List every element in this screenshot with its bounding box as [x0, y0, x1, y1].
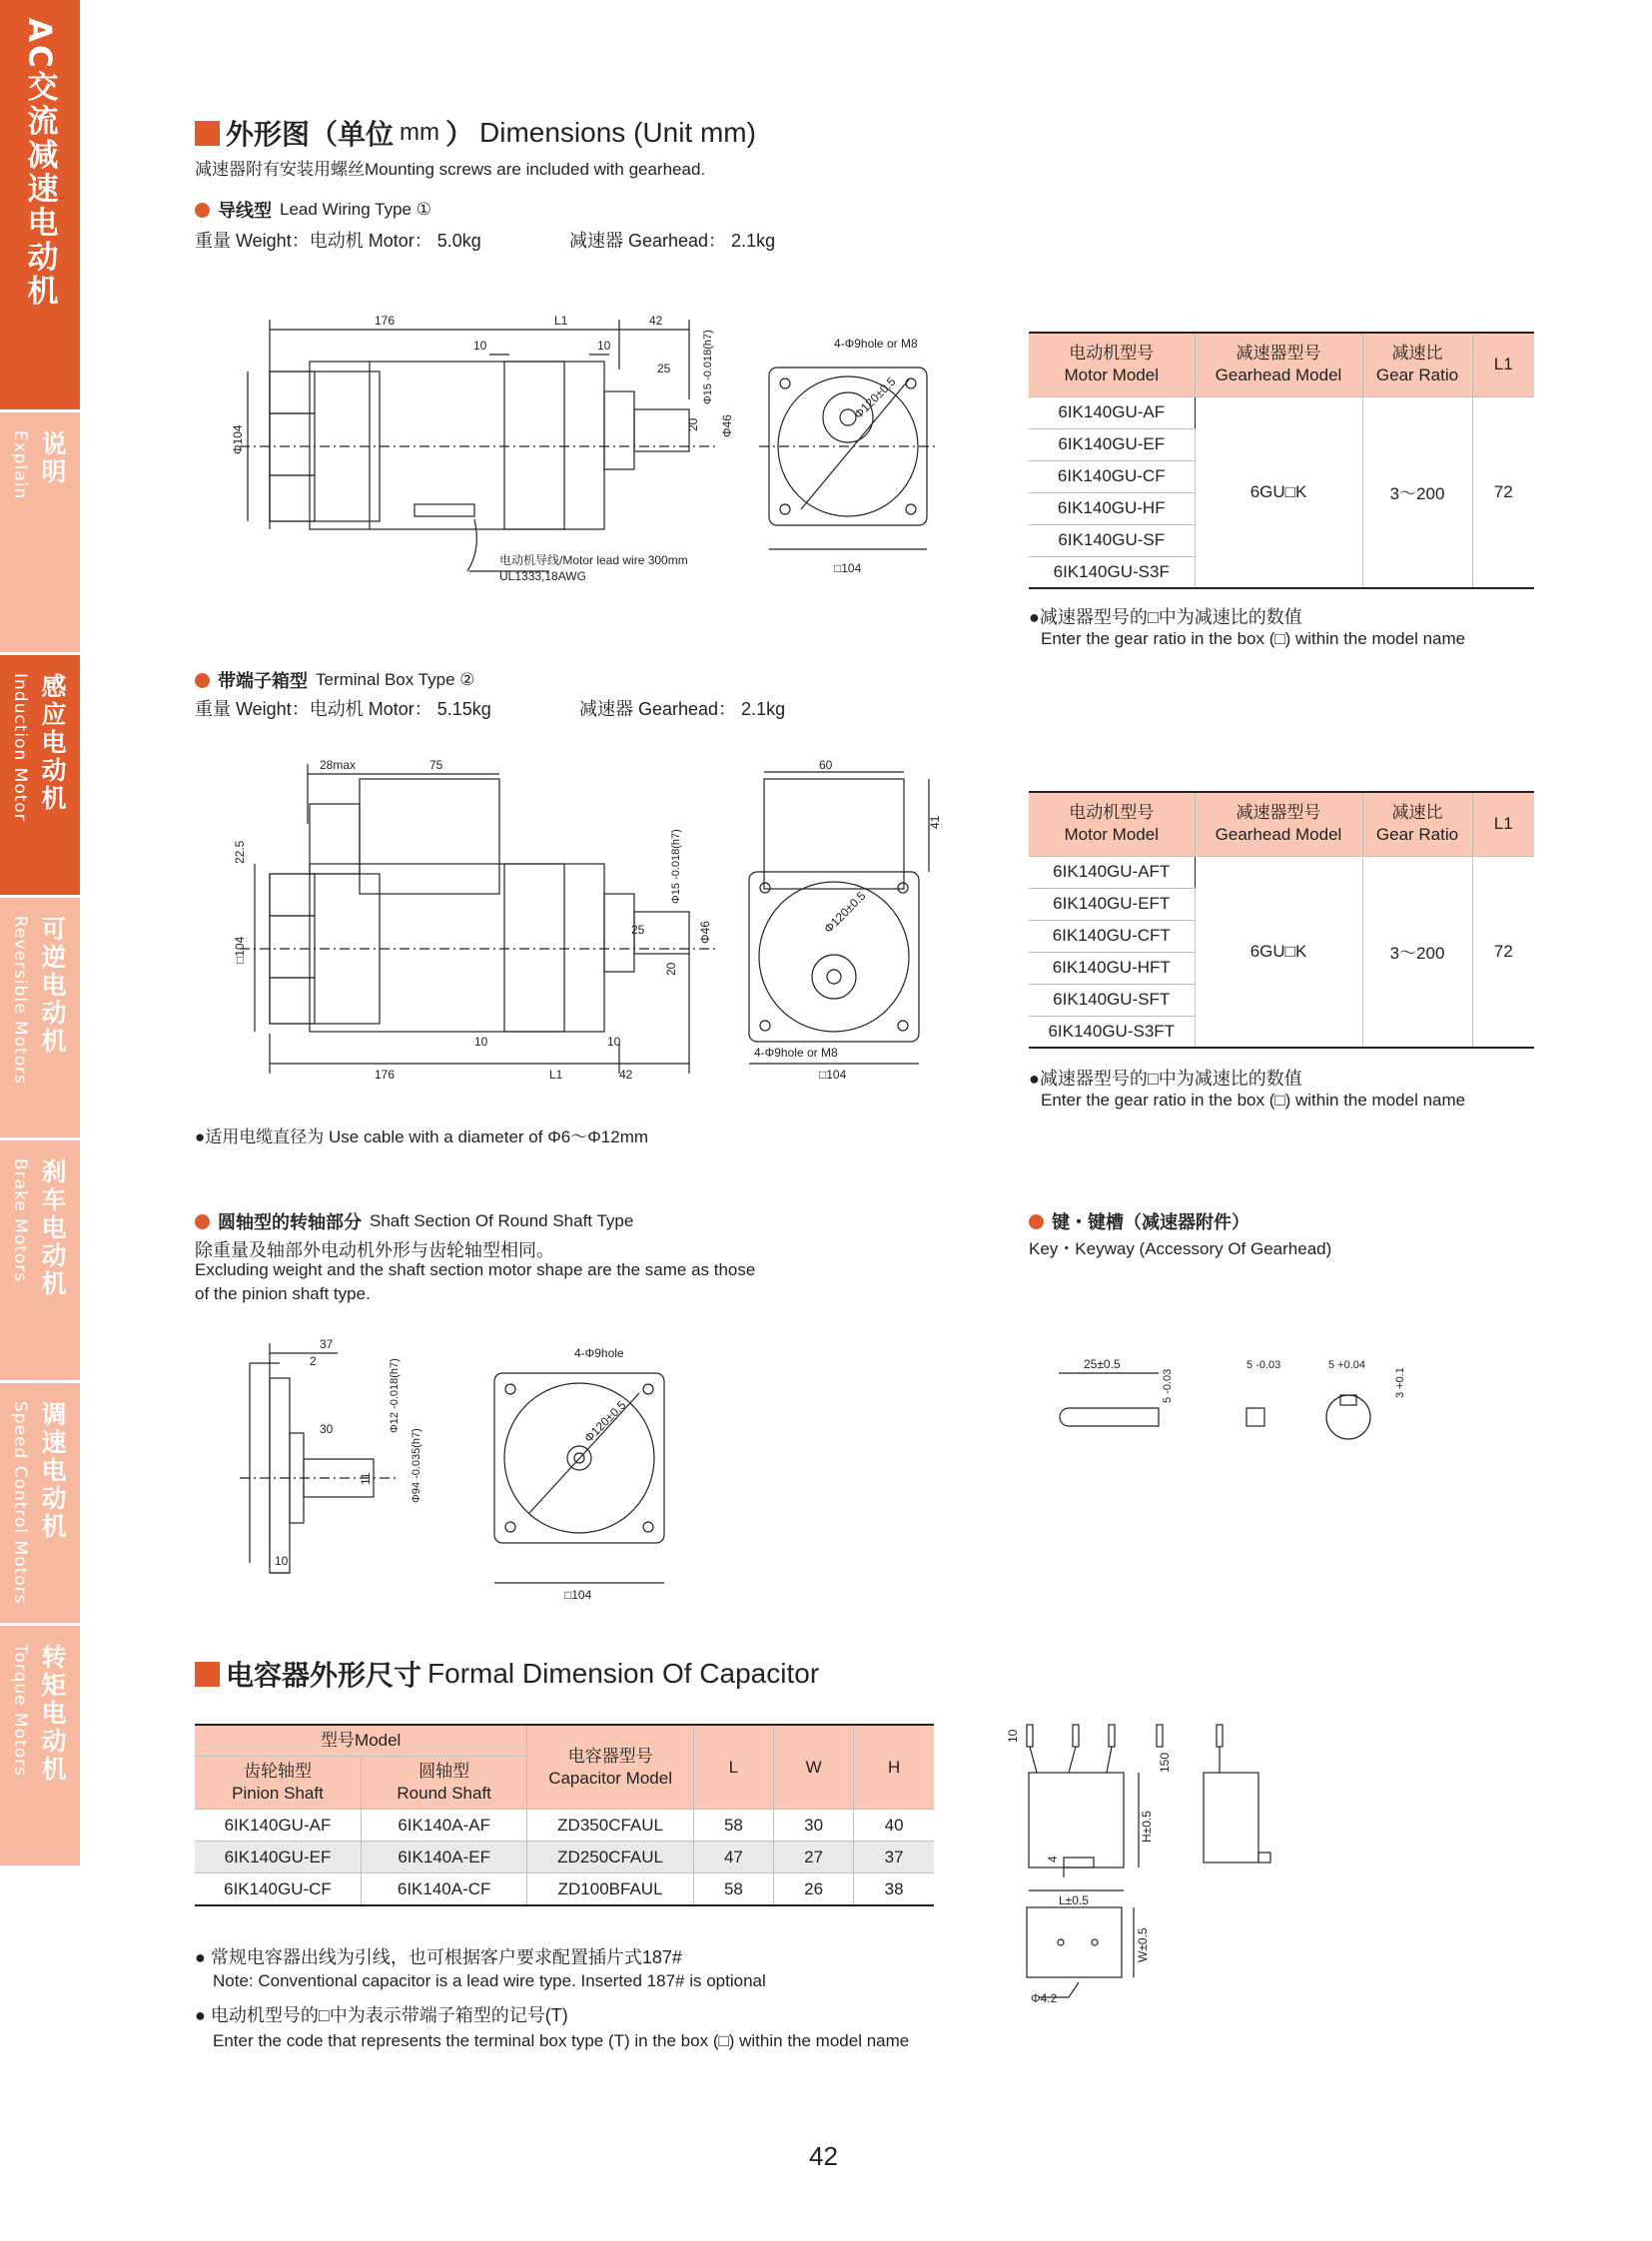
table-cell-gearhead: 6GU□K — [1195, 396, 1362, 588]
svg-text:5 -0.03: 5 -0.03 — [1162, 1368, 1174, 1403]
terminal-box-drawing — [220, 754, 959, 1094]
svg-text:5 -0.03: 5 -0.03 — [1246, 1359, 1281, 1371]
svg-text:60: 60 — [819, 758, 833, 772]
svg-text:20: 20 — [664, 962, 678, 976]
svg-text:28max: 28max — [320, 758, 357, 772]
sidebar-item-label: 调速电动机 — [38, 1401, 67, 1541]
bullet-icon — [195, 203, 210, 218]
svg-text:25: 25 — [631, 923, 645, 937]
svg-text:□104: □104 — [564, 1588, 592, 1602]
bullet-icon — [195, 1214, 210, 1229]
terminal-weight-motor: 重量 Weight：电动机 Motor： 5.15kg — [195, 699, 491, 719]
terminal-table-note: ●减速器型号的□中为减速比的数值 — [1029, 1069, 1302, 1089]
table-cell-ratio: 3～200 — [1362, 396, 1472, 588]
svg-text:L1: L1 — [554, 314, 568, 328]
sidebar-item-sublabel: Torque Motors — [10, 1644, 30, 1777]
svg-text:42: 42 — [649, 314, 663, 328]
lead-weight-motor: 重量 Weight：电动机 Motor： 5.0kg — [195, 231, 481, 251]
svg-text:L±0.5: L±0.5 — [1059, 1893, 1089, 1907]
svg-text:10: 10 — [474, 1035, 488, 1049]
svg-text:10: 10 — [607, 1035, 621, 1049]
svg-text:150: 150 — [1158, 1752, 1172, 1773]
svg-text:Φ94 -0.035(h7): Φ94 -0.035(h7) — [411, 1428, 422, 1503]
svg-text:4-Φ9hole or M8: 4-Φ9hole or M8 — [834, 337, 918, 351]
sidebar-item-label: 感应电动机 — [38, 673, 67, 813]
bullet-icon — [195, 673, 210, 688]
svg-text:4-Φ9hole: 4-Φ9hole — [574, 1346, 624, 1360]
round-shaft-line3: of the pinion shaft type. — [195, 1284, 371, 1303]
sidebar-item-ac-motors[interactable] — [0, 0, 80, 409]
round-shaft-line1: 除重量及轴部外电动机外形与齿轮轴型相同。 — [195, 1240, 554, 1260]
svg-text:75: 75 — [429, 758, 443, 772]
sidebar-item-label: 转矩电动机 — [38, 1644, 67, 1784]
svg-text:Φ120±0.5: Φ120±0.5 — [851, 374, 899, 422]
round-shaft-drawing — [220, 1333, 689, 1613]
svg-text:UL1333,18AWG: UL1333,18AWG — [499, 569, 586, 583]
svg-text:10: 10 — [597, 339, 611, 353]
svg-text:Φ12 -0.018(h7): Φ12 -0.018(h7) — [389, 1358, 401, 1433]
sidebar-item-label: AC交流减速电动机 — [21, 18, 58, 309]
capacitor-note2: ● 电动机型号的□中为表示带端子箱型的记号(T) — [195, 2005, 568, 2025]
round-shaft-line2: Excluding weight and the shaft section motor shape are the same as those — [195, 1260, 756, 1279]
sidebar-nav — [0, 0, 80, 1877]
lead-weight-gear: 减速器 Gearhead： 2.1kg — [569, 231, 776, 251]
svg-text:Φ120±0.5: Φ120±0.5 — [581, 1397, 629, 1446]
svg-text:176: 176 — [375, 314, 396, 328]
sidebar-item-sublabel: Explain — [10, 430, 30, 500]
terminal-box-label: 带端子箱型 Terminal Box Type ② — [195, 667, 475, 693]
svg-text:176: 176 — [375, 1068, 396, 1082]
svg-text:Φ104: Φ104 — [231, 424, 245, 454]
lead-wiring-label: 导线型 Lead Wiring Type ① — [195, 197, 431, 223]
sidebar-item-speed-control[interactable] — [0, 1383, 80, 1623]
svg-text:41: 41 — [928, 815, 942, 829]
capacitor-note2-en: Enter the code that represents the terminal box type (T) in the box (□) within the model name — [213, 2031, 910, 2050]
sidebar-item-sublabel: Induction Motor — [10, 673, 30, 822]
lead-wiring-drawing — [220, 310, 959, 589]
svg-text:10: 10 — [1006, 1729, 1020, 1743]
sidebar-item-explain[interactable] — [0, 412, 80, 652]
svg-text:30: 30 — [320, 1422, 334, 1436]
sidebar-item-torque[interactable] — [0, 1626, 80, 1866]
svg-text:W±0.5: W±0.5 — [1136, 1927, 1150, 1962]
svg-text:2: 2 — [310, 1354, 317, 1368]
svg-text:25: 25 — [657, 362, 671, 375]
table-row: 6IK140GU-CF 6IK140A-CF ZD100BFAUL 58 26 38 — [195, 1873, 934, 1905]
svg-text:10: 10 — [275, 1554, 289, 1568]
sidebar-item-label: 刹车电动机 — [38, 1158, 67, 1298]
cable-note: ●适用电缆直径为 Use cable with a diameter of Φ6～Φ12mm — [195, 1127, 649, 1146]
svg-text:25±0.5: 25±0.5 — [1084, 1357, 1121, 1371]
svg-text:□104: □104 — [819, 1068, 847, 1082]
svg-text:Φ120±0.5: Φ120±0.5 — [821, 888, 869, 937]
lead-table-note-en: Enter the gear ratio in the box (□) within the model name — [1041, 629, 1466, 648]
heading-square-icon — [195, 121, 220, 146]
capacitor-note1: ● 常规电容器出线为引线，也可根据客户要求配置插片式187# — [195, 1947, 682, 1967]
svg-text:5 +0.04: 5 +0.04 — [1328, 1359, 1366, 1371]
lead-wiring-table: 电动机型号 Motor Model 减速器型号 Gearhead Model 减速比 Gear Ratio L1 6IK140GU-AF 6GU□K 3～200 72 6IK140GU-EF 6IK140GU-CF 6IK140GU-HF 6IK140GU-SF 6IK140GU-S3F — [1029, 332, 1534, 589]
table-cell-l1: 72 — [1472, 396, 1534, 588]
heading-square-icon — [195, 1662, 220, 1687]
key-drawing — [1049, 1338, 1428, 1448]
dimensions-heading: 外形图（单位 mm ） Dimensions (Unit mm) — [195, 113, 756, 153]
svg-text:□104: □104 — [233, 936, 247, 964]
sidebar-item-sublabel: Speed Control Motors — [10, 1401, 30, 1605]
svg-text:37: 37 — [320, 1337, 334, 1351]
svg-text:10: 10 — [473, 339, 487, 353]
key-label: 键・键槽（减速器附件） — [1029, 1208, 1249, 1234]
sidebar-item-reversible[interactable] — [0, 898, 80, 1137]
svg-text:22.5: 22.5 — [233, 840, 247, 864]
capacitor-heading: 电容器外形尺寸 Formal Dimension Of Capacitor — [195, 1654, 819, 1694]
key-label-en: Key・Keyway (Accessory Of Gearhead) — [1029, 1239, 1332, 1258]
table-row: 6IK140GU-EF 6IK140A-EF ZD250CFAUL 47 27 37 — [195, 1842, 934, 1873]
sidebar-item-label: 说明 — [38, 430, 67, 486]
svg-text:L1: L1 — [549, 1068, 563, 1082]
table-row: 6IK140GU-AF 6IK140A-AF ZD350CFAUL 58 30 40 — [195, 1810, 934, 1842]
sidebar-item-brake[interactable] — [0, 1140, 80, 1380]
svg-text:Φ15 -0.018(h7): Φ15 -0.018(h7) — [670, 829, 682, 904]
capacitor-table: 型号Model 电容器型号 Capacitor Model L W H 齿轮轴型 Pinion Shaft 圆轴型 Round Shaft 6IK140GU-AF 6IK140A-AF ZD350CFAUL 58 30 40 6IK140GU-EF 6IK140A-EF ZD250CFAUL 47 27 37 6IK140GU-CF 6IK140A-CF ZD100BFAUL 58 26 38 — [195, 1724, 934, 1906]
svg-text:20: 20 — [686, 417, 700, 431]
round-shaft-label: 圆轴型的转轴部分 Shaft Section Of Round Shaft Type — [195, 1208, 633, 1234]
svg-text:42: 42 — [619, 1068, 633, 1082]
svg-text:4: 4 — [1046, 1856, 1060, 1863]
table-cell-model: 6IK140GU-AF — [1029, 396, 1195, 428]
sidebar-item-label: 可逆电动机 — [38, 916, 67, 1056]
svg-text:Φ15 -0.018(h7): Φ15 -0.018(h7) — [702, 330, 714, 404]
svg-text:H±0.5: H±0.5 — [1140, 1811, 1154, 1843]
capacitor-drawing — [1006, 1713, 1308, 2012]
bullet-icon — [1029, 1214, 1044, 1229]
svg-text:Φ46: Φ46 — [698, 921, 712, 944]
sidebar-item-sublabel: Brake Motors — [10, 1158, 30, 1283]
svg-text:11: 11 — [359, 1472, 373, 1485]
svg-text:4-Φ9hole or M8: 4-Φ9hole or M8 — [754, 1046, 838, 1060]
svg-text:Φ46: Φ46 — [720, 414, 734, 437]
sidebar-item-sublabel: Reversible Motors — [10, 916, 30, 1085]
terminal-table-note-en: Enter the gear ratio in the box (□) within the model name — [1041, 1091, 1466, 1110]
page-number: 42 — [809, 2141, 838, 2171]
svg-text:3 +0.1: 3 +0.1 — [1394, 1367, 1406, 1398]
sidebar-item-induction[interactable] — [0, 655, 80, 895]
capacitor-note1-en: Note: Conventional capacitor is a lead wire type. Inserted 187# is optional — [213, 1971, 766, 1990]
lead-table-note: ●减速器型号的□中为减速比的数值 — [1029, 607, 1302, 627]
terminal-box-table: 电动机型号 Motor Model 减速器型号 Gearhead Model 减速比 Gear Ratio L1 6IK140GU-AFT 6GU□K 3～200 72 6IK140GU-EFT 6IK140GU-CFT 6IK140GU-HFT 6IK140GU-SFT 6IK140GU-S3FT — [1029, 791, 1534, 1049]
svg-text:□104: □104 — [834, 561, 862, 575]
svg-text:电动机导线/Motor lead wire 300mm: 电动机导线/Motor lead wire 300mm — [499, 553, 688, 567]
dimensions-subtitle: 减速器附有安装用螺丝Mounting screws are included with gearhead. — [195, 160, 706, 179]
terminal-weight-gear: 减速器 Gearhead： 2.1kg — [579, 699, 786, 719]
svg-text:Φ4.2: Φ4.2 — [1031, 1991, 1058, 2005]
